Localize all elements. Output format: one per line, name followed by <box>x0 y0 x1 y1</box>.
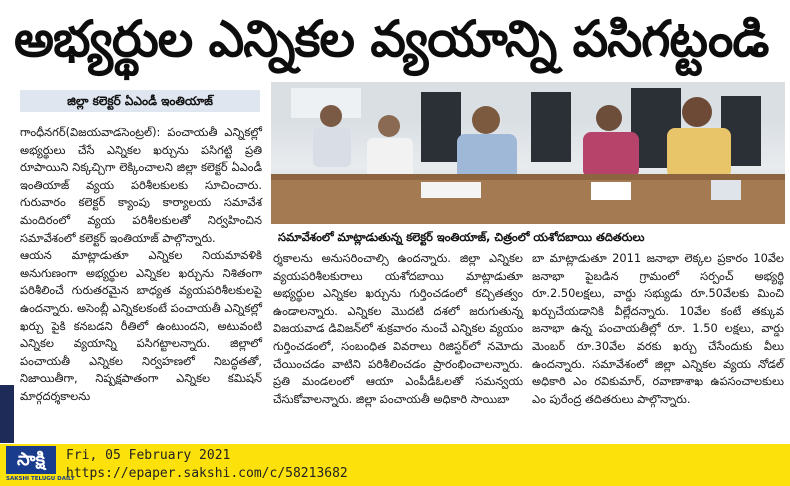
logo-subtitle: SAKSHI TELUGU DAILY <box>6 476 75 482</box>
footer-bar <box>0 444 790 486</box>
article-column-2 <box>273 250 523 442</box>
meeting-illustration <box>271 82 785 224</box>
sakshi-logo[interactable] <box>6 446 75 484</box>
byline: జిల్లా కలెక్టర్ ఏఎండీ ఇంతియాజ్ <box>20 90 260 112</box>
paragraph: ఆయన మాట్లాడుతూ ఎన్నికల నియమావళికి అనుగుణంగా అభ్యర్థుల ఎన్నికల ఖర్చును నిశితంగా పరిశీలించే గురుతరమైన బాధ్యత వ్యయపరిశీలకులపై ఉందన్నారు. అసెంబ్లీ ఎన్నికలకంటే పంచాయతీ ఎన్నికల్లో ఖర్చు పైకి కనబడని రీతిలో ఉంటుందని, అటువంటి ఎన్నికల వ్యయాన్ని పసిగట్టాలన్నారు. జిల్లాలో పంచాయతీ ఎన్నికల నిర్వహణలో నిబద్ధతతో, నిజాయితీగా, నిష్పక్షపాతంగా ఎన్నికల కమిషన్ మార్గదర్శకాలను <box>20 248 262 403</box>
epaper-link[interactable]: https://epaper.sakshi.com/c/58213682 <box>66 466 348 481</box>
headline: అభ్యర్థుల ఎన్నికల వ్యయాన్ని పసిగట్టండి <box>14 10 769 68</box>
paragraph: ర్శకాలను అనుసరించాల్సి ఉందన్నారు. జిల్లా ఎన్నికల వ్యయపరిశీలకురాలు యశోదబాయి మాట్లాడుతూ అభ్యర్థుల ఎన్నికల ఖర్చును గుర్తించడంలో కచ్చితత్వం ఉండాలన్నారు. ఎన్నికల మొదటి దశలో జరుగుతున్న విజయవాడ డివిజన్‌లో శుక్రవారం నుంచే ఎన్నికల వ్యయం గుర్తించడంలో, సంబంధిత వివరాలు రిజిస్టర్‌లో నమోదు చేయించడం వాటిని పరిశీలించడం ప్రారంభించాలన్నారు. ప్రతి మండలంలో ఆయా ఎంపీడీఓలతో సమన్వయ చేసుకోవాలన్నారు. జిల్లా పంచాయతీ అధికారి సాయిబా <box>273 251 523 406</box>
article-column-1 <box>20 124 262 442</box>
paragraph: గాంధీనగర్(విజయవాడసెంట్రల్): పంచాయతీ ఎన్నికల్లో అభ్యర్థులు చేసే ఎన్నికల ఖర్చును పసిగట్టి ప్రతి రూపాయిని నిక్కచ్చిగా లెక్కించాలని జిల్లా కలెక్టర్ ఏఎండీ ఇంతియాజ్ వ్యయ పరిశీలకులకు సూచించారు. గురువారం కలెక్టర్ క్యాంపు కార్యాలయ సమావేశ మందిరంలో వ్యయ పరిశీలకులతో నిర్వహించిన సమావేశంలో కలెక్టర్ ఇంతియాజ్ పాల్గొన్నారు. <box>20 125 262 245</box>
article-column-3 <box>532 250 784 442</box>
side-decoration <box>0 385 14 443</box>
news-photo <box>271 82 785 224</box>
publish-date: Fri, 05 February 2021 <box>66 448 231 463</box>
logo-mark: సాక్షి <box>6 446 56 474</box>
photo-caption: సమావేశంలో మాట్లాడుతున్న కలెక్టర్ ఇంతియాజ్, చిత్రంలో యశోదబాయి తదితరులు <box>278 230 645 244</box>
paragraph: బా మాట్లాడుతూ 2011 జనాభా లెక్కల ప్రకారం 10వేల జనాభా పైబడిన గ్రామంలో సర్పంచ్ అభ్యర్థి రూ.2.50లక్షలు, వార్డు సభ్యుడు రూ.50వేలకు మించి ఖర్చుచేయడానికి వీల్లేదన్నారు. 10వేల కంటే తక్కువ జనాభా ఉన్న పంచాయతీల్లో రూ. 1.50 లక్షలు, వార్డు మెంబర్ రూ.30వేల వరకు ఖర్చు చేసేందుకు వీలు ఉందన్నారు. సమావేశంలో జిల్లా ఎన్నికల వ్యయ నోడల్ అధికారి ఎం రవికుమార్, రవాణాశాఖ ఉపసంచాలకులు ఎం పురేంద్ర తదితరులు పాల్గొన్నారు. <box>532 251 784 406</box>
